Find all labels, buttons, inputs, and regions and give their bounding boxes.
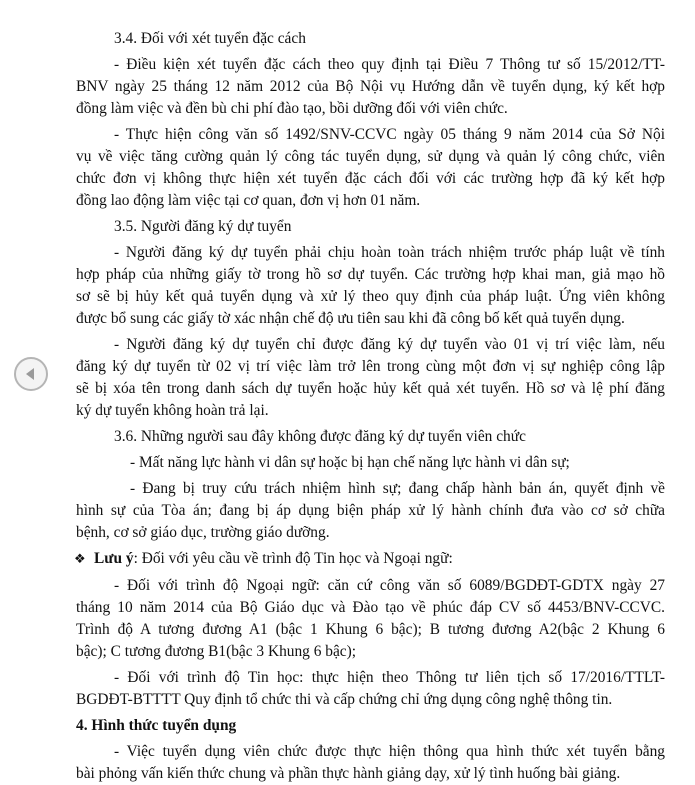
text-line: bài phỏng vấn kiến thức chung và phần thực hành giảng dạy, xử lý tình huống bài giảng. [76, 765, 621, 782]
text-line: hợp pháp của những giấy tờ trong hồ sơ dự tuyển. Các trường hợp khai man, giả mạo hồ [76, 266, 665, 283]
text-line: - Đối với trình độ Tin học: thực hiện theo Thông tư liên tịch số 17/2016/TTLT- [114, 669, 665, 686]
paragraph-3-4-official-letter [76, 124, 665, 212]
text-line: - Người đăng ký dự tuyển chỉ được đăng ký dự tuyển vào 01 vị trí việc làm, nếu [114, 336, 665, 353]
note-label: Lưu ý [94, 550, 134, 567]
text-line: chức đơn vị không thực hiện xét tuyển đặc cách đối với các trường hợp đã ký kết hợp [76, 170, 665, 187]
text-line: vụ về việc tăng cường quản lý công tác tuyển dụng, sử dụng và quản lý công chức, viên [76, 148, 665, 165]
paragraph-3-5-responsibility [76, 242, 665, 330]
paragraph-3-6-capacity: - Mất năng lực hành vi dân sự hoặc bị hạn chế năng lực hành vi dân sự; [130, 454, 570, 471]
text-line: sơ sẽ bị hủy kết quả tuyển dụng và xử lý theo quy định của pháp luật. Ứng viên không [76, 288, 665, 305]
text-line: tháng 10 năm 2014 của Bộ Giáo dục và Đào tạo về phúc đáp CV số 4453/BNV-CCVC. [76, 599, 665, 616]
text-line: BGDĐT-BTTTT Quy định tổ chức thi và cấp chứng chỉ ứng dụng công nghệ thông tin. [76, 691, 613, 708]
text-line: hình sự của Tòa án; đang bị áp dụng biện pháp xử lý hành chính đưa vào cơ sở chữa [76, 502, 665, 519]
text-line: - Thực hiện công văn số 1492/SNV-CCVC ngày 05 tháng 9 năm 2014 của Sở Nội [114, 126, 665, 143]
text-line: - Người đăng ký dự tuyển phải chịu hoàn toàn trách nhiệm trước pháp luật về tính [114, 244, 665, 261]
text-line: sẽ bị xóa tên trong danh sách dự tuyển hoặc hủy kết quả xét tuyển. Hồ sơ và lệ phí đăng [76, 380, 665, 397]
text-line: - Điều kiện xét tuyển đặc cách theo quy định tại Điều 7 Thông tư số 15/2012/TT- [114, 56, 665, 73]
paragraph-note-foreign-language [76, 575, 665, 663]
paragraph-4-recruitment-form [76, 741, 665, 785]
text-line: đồng lao động làm việc tại cơ quan, đơn vị hơn 01 năm. [76, 192, 421, 209]
text-line: bậc); C tương đương B1(bậc 3 Khung 6 bậc); [76, 643, 357, 660]
section-heading-3-4: 3.4. Đối với xét tuyển đặc cách [114, 30, 306, 47]
section-heading-3-5: 3.5. Người đăng ký dự tuyển [114, 218, 292, 235]
text-line: bệnh, cơ sở giáo dục, trường giáo dưỡng. [76, 524, 330, 541]
paragraph-note-informatics [76, 667, 665, 711]
text-line: - Đối với trình độ Ngoại ngữ: căn cứ công văn số 6089/BGDĐT-GDTX ngày 27 [114, 577, 665, 594]
text-line: đăng ký dự tuyển từ 02 vị trí việc làm trở lên trong cùng một đơn vị sự nghiệp công lập [76, 358, 665, 375]
text-line: - Đang bị truy cứu trách nhiệm hình sự; đang chấp hành bản án, quyết định về [130, 480, 665, 497]
document-body [76, 28, 665, 785]
text-line: BNV ngày 25 tháng 12 năm 2012 của Bộ Nội vụ Hướng dẫn về tuyển dụng, ký kết hợp [76, 78, 665, 95]
section-heading-4: 4. Hình thức tuyển dụng [76, 717, 237, 734]
text-line: đồng làm việc và đền bù chi phí đào tạo, bồi dưỡng đối với viên chức. [76, 100, 508, 117]
chevron-left-icon [24, 367, 38, 381]
note-text: : Đối với yêu cầu về trình độ Tin học và Ngoại ngữ: [133, 550, 453, 567]
text-line: ký dự tuyển không hoàn trả lại. [76, 402, 269, 419]
paragraph-3-6-criminal [76, 478, 665, 544]
paragraph-3-5-single-position [76, 334, 665, 422]
note-heading [74, 548, 665, 571]
previous-page-button[interactable] [14, 357, 48, 391]
text-line: được bổ sung các giấy tờ xác nhận chế độ ưu tiên sau khi đã công bố kết quả tuyển dụng. [76, 310, 625, 327]
text-line: Trình độ A tương đương A1 (bậc 1 Khung 6 bậc); B tương đương A2(bậc 2 Khung 6 [76, 621, 665, 638]
paragraph-3-4-conditions [76, 54, 665, 120]
section-heading-3-6: 3.6. Những người sau đây không được đăng ký dự tuyển viên chức [114, 428, 526, 445]
diamond-bullet-icon: ❖ [74, 552, 86, 567]
text-line: - Việc tuyển dụng viên chức được thực hiện thông qua hình thức xét tuyển bằng [114, 743, 665, 760]
